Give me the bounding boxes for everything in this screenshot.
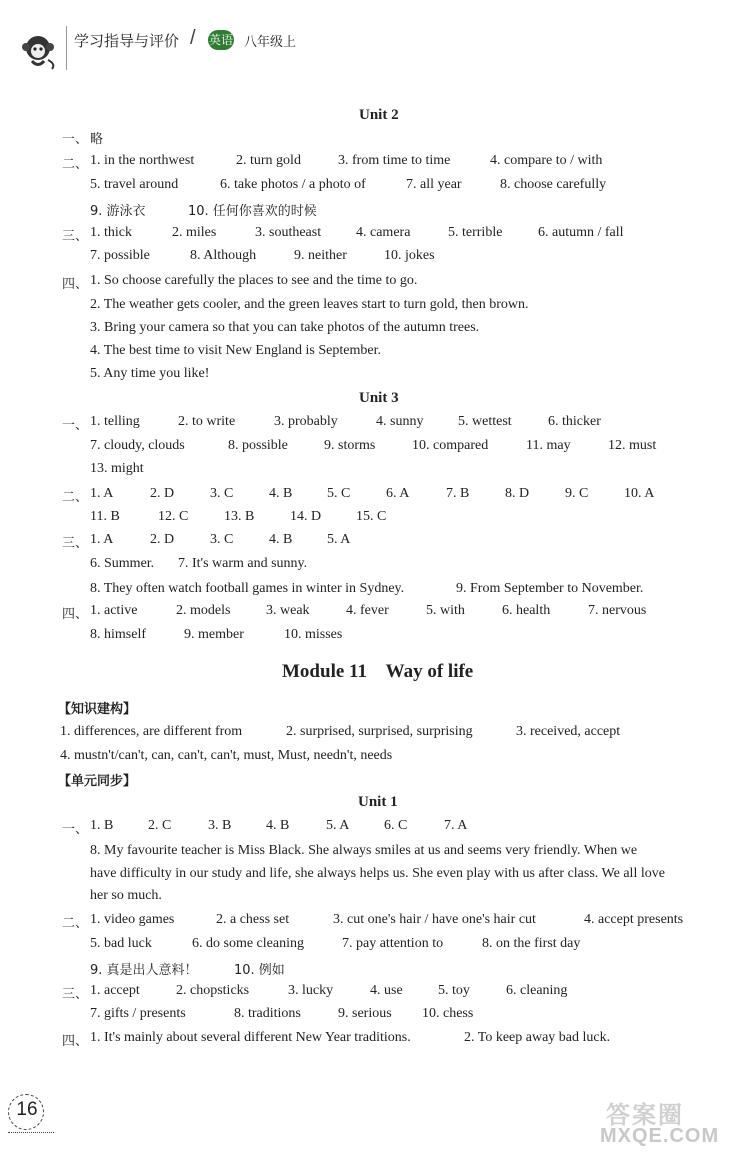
answer-item: 6. Summer.	[90, 556, 155, 571]
answer-item: 3. weak	[266, 603, 310, 618]
section-label: 三、	[62, 987, 89, 1002]
answer-item: 5. with	[426, 603, 465, 618]
answer-item: 1. active	[90, 603, 138, 618]
answer-item: 12. must	[608, 438, 657, 453]
answer-item: 5. wettest	[458, 414, 512, 429]
answer-item: 6. take photos / a photo of	[220, 177, 366, 192]
answer-item: 3. received, accept	[516, 724, 621, 739]
page-header	[18, 26, 358, 70]
answer-paragraph-line: 8. My favourite teacher is Miss Black. She always smiles at us and seems very friendly. When we	[90, 843, 638, 858]
answer-sentence: 5. Any time you like!	[90, 366, 210, 381]
unit-1-title: Unit 1	[358, 794, 398, 810]
answer-item: 10. jokes	[384, 248, 435, 263]
answer-item: 2. models	[176, 603, 231, 618]
answer-item: 3. from time to time	[338, 153, 451, 168]
answer-item: 1. differences, are different from	[60, 724, 243, 739]
answer-item: 14. D	[290, 509, 322, 524]
answer-item: 1. thick	[90, 225, 132, 240]
answer-item: 8. on the first day	[482, 936, 581, 951]
answer-item: 6. autumn / fall	[538, 225, 624, 240]
answer-item: 1. It's mainly about several different New Year traditions.	[90, 1030, 411, 1045]
section-label: 一、	[62, 822, 89, 837]
answer-item: 7. all year	[406, 177, 462, 192]
header-divider	[66, 26, 67, 70]
answer-item: 10. 任何你喜欢的时候	[188, 204, 317, 219]
answer-item: 7. possible	[90, 248, 150, 263]
answer-item: 12. C	[158, 509, 189, 524]
answer-item: 2. To keep away bad luck.	[464, 1030, 611, 1045]
answer-item: 1. in the northwest	[90, 153, 195, 168]
unit-3-title: Unit 3	[359, 390, 399, 406]
answer-item: 3. B	[208, 818, 232, 833]
knowledge-heading: 【知识建构】	[58, 702, 137, 717]
answer-item: 10. A	[624, 486, 655, 501]
answer-item: 11. B	[90, 509, 120, 524]
answer-item: 4. B	[269, 486, 293, 501]
answer-item: 6. A	[386, 486, 410, 501]
answer-item: 5. C	[327, 486, 351, 501]
answer-item: 10. chess	[422, 1006, 474, 1021]
answer-item: 7. cloudy, clouds	[90, 438, 185, 453]
answer-item: 8. traditions	[234, 1006, 301, 1021]
answer-item: 6. C	[384, 818, 408, 833]
answer-item: 10. misses	[284, 627, 343, 642]
answer-item: 5. A	[327, 532, 351, 547]
section-label: 一、	[62, 132, 89, 147]
section-label: 二、	[62, 916, 89, 931]
answer-item: 3. probably	[274, 414, 338, 429]
answer-item: 2. D	[150, 532, 175, 547]
answer-item: 1. A	[90, 532, 114, 547]
sync-heading: 【单元同步】	[58, 774, 137, 789]
answer-item: 4. B	[269, 532, 293, 547]
answer-item: 8. choose carefully	[500, 177, 607, 192]
answer-item: 7. A	[444, 818, 468, 833]
answer-item: 7. B	[446, 486, 470, 501]
answer-item: 4. fever	[346, 603, 389, 618]
answer-item: 1. telling	[90, 414, 140, 429]
answer-item: 3. lucky	[288, 983, 334, 998]
answer-paragraph-line: have difficulty in our study and life, she always helps us. She even play with us after class. We all love	[90, 866, 665, 881]
answer-item: 8. D	[505, 486, 530, 501]
answer-text: 略	[90, 132, 104, 147]
answer-item: 2. a chess set	[216, 912, 290, 927]
answer-item: 4. accept presents	[584, 912, 684, 927]
answer-item: 8. Although	[190, 248, 257, 263]
watermark	[600, 1095, 745, 1147]
section-label: 二、	[62, 490, 89, 505]
answer-item: 15. C	[356, 509, 387, 524]
answer-item: 2. to write	[178, 414, 236, 429]
page-number-badge	[8, 1094, 48, 1130]
answer-item: 9. storms	[324, 438, 376, 453]
answer-item: 6. thicker	[548, 414, 601, 429]
answer-item: 2. C	[148, 818, 172, 833]
monkey-mascot-icon	[18, 30, 58, 70]
answer-item: 5. terrible	[448, 225, 503, 240]
answer-item: 6. health	[502, 603, 551, 618]
answer-item: 1. accept	[90, 983, 140, 998]
answer-item: 5. toy	[438, 983, 470, 998]
grade-label: 八年级上	[244, 35, 297, 50]
answer-item: 1. A	[90, 486, 114, 501]
answer-item: 2. surprised, surprised, surprising	[286, 724, 473, 739]
answer-item: 8. They often watch football games in winter in Sydney.	[90, 581, 405, 596]
answer-item: 8. possible	[228, 438, 288, 453]
section-label: 四、	[62, 607, 89, 622]
answer-item: 7. gifts / presents	[90, 1006, 186, 1021]
answer-item: 9. member	[184, 627, 244, 642]
answer-item: 1. B	[90, 818, 114, 833]
answer-item: 13. might	[90, 461, 144, 476]
unit-2-title: Unit 2	[359, 107, 399, 123]
answer-sentence: 4. The best time to visit New England is September.	[90, 343, 381, 358]
answer-item: 5. travel around	[90, 177, 179, 192]
answer-item: 3. C	[210, 532, 234, 547]
answer-item: 5. bad luck	[90, 936, 152, 951]
answer-item: 2. miles	[172, 225, 217, 240]
answer-item: 4. sunny	[376, 414, 424, 429]
answer-item: 4. camera	[356, 225, 411, 240]
answer-item: 9. C	[565, 486, 589, 501]
answer-item: 2. turn gold	[236, 153, 301, 168]
answer-item: 9. serious	[338, 1006, 392, 1021]
answer-item: 10. 例如	[234, 963, 285, 978]
section-label: 三、	[62, 536, 89, 551]
answer-item: 7. pay attention to	[342, 936, 444, 951]
module-title: Module 11 Way of life	[282, 661, 474, 682]
footer-dotted-line	[8, 1132, 54, 1133]
answer-item: 9. 真是出人意料！	[90, 963, 198, 978]
section-label: 二、	[62, 157, 89, 172]
answer-item: 9. From September to November.	[456, 581, 644, 596]
answer-item: 7. nervous	[588, 603, 647, 618]
answer-item: 6. cleaning	[506, 983, 568, 998]
page-number: 16	[16, 1099, 38, 1120]
section-label: 一、	[62, 418, 89, 433]
section-label: 四、	[62, 1034, 89, 1049]
answer-item: 11. may	[526, 438, 571, 453]
answer-item: 3. C	[210, 486, 234, 501]
answer-item: 9. neither	[294, 248, 347, 263]
answer-paragraph-line: her so much.	[90, 888, 162, 903]
answer-sentence: 2. The weather gets cooler, and the green leaves start to turn gold, then brown.	[90, 297, 529, 312]
answer-item: 2. chopsticks	[176, 983, 250, 998]
answer-item: 2. D	[150, 486, 175, 501]
answer-sentence: 3. Bring your camera so that you can take photos of the autumn trees.	[90, 320, 480, 335]
answer-item: 8. himself	[90, 627, 146, 642]
answer-item: 5. A	[326, 818, 350, 833]
answer-item: 13. B	[224, 509, 255, 524]
section-label: 三、	[62, 229, 89, 244]
answer-item: 7. It's warm and sunny.	[178, 556, 308, 571]
answer-item: 4. compare to / with	[490, 153, 603, 168]
watermark-logo: 答案圈	[606, 1101, 684, 1129]
answer-item: 4. use	[370, 983, 403, 998]
answer-item: 10. compared	[412, 438, 489, 453]
watermark-site: MXQE.COM	[600, 1125, 720, 1147]
section-label: 四、	[62, 277, 89, 292]
answer-item: 4. mustn't/can't, can, can't, can't, must, Must, needn't, needs	[60, 748, 393, 763]
book-title: 学习指导与评价	[74, 32, 180, 50]
subject-badge: 英语	[208, 30, 234, 50]
answer-item: 3. southeast	[255, 225, 322, 240]
answer-item: 1. video games	[90, 912, 175, 927]
answer-item: 3. cut one's hair / have one's hair cut	[333, 912, 536, 927]
answer-sentence: 1. So choose carefully the places to see and the time to go.	[90, 273, 418, 288]
answer-item: 6. do some cleaning	[192, 936, 304, 951]
answer-item: 4. B	[266, 818, 290, 833]
header-slash: /	[190, 27, 196, 49]
answer-item: 9. 游泳衣	[90, 204, 146, 219]
